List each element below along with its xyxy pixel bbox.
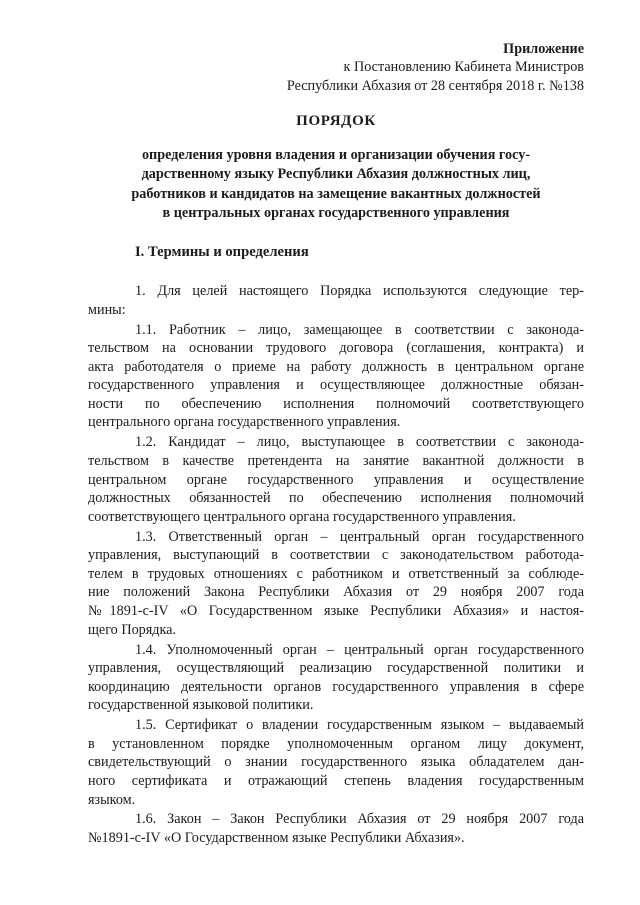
paragraph	[88, 282, 584, 319]
paragraph	[88, 810, 584, 847]
paragraph-line: ние положений Закона Республики Абхазия от 29 ноября 2007 года	[88, 584, 584, 601]
subtitle-line: дарственному языку Республики Абхазия должностных лиц,	[141, 166, 531, 183]
document-body	[88, 282, 584, 848]
paragraph	[88, 641, 584, 715]
subtitle-line: в центральных органах государственного управления	[162, 204, 510, 221]
appendix-title: Приложение	[503, 41, 584, 57]
subtitle-line: работников и кандидатов на замещение вакантных должностей	[131, 185, 541, 202]
paragraph-line: в установленном порядке уполномоченным органом лицу документ,	[88, 735, 584, 752]
paragraph-line: №1891-с-IV «О Государственном языке Республики Абхазия».	[88, 830, 465, 847]
document-title: ПОРЯДОК	[296, 113, 376, 130]
section-heading: I. Термины и определения	[135, 244, 309, 261]
paragraph-line: тельством на основании трудового договора (соглашения, контракта) и	[88, 340, 584, 357]
paragraph-line: 1.5. Сертификат о владении государственным языком – выдаваемый	[135, 717, 584, 734]
appendix-line: к Постановлению Кабинета Министров	[343, 59, 584, 76]
paragraph-line: телем в трудовых отношениях с работником и ответственный за соблюде-	[88, 565, 584, 582]
paragraph-line: 1. Для целей настоящего Порядка используются следующие тер-	[135, 283, 584, 300]
paragraph-line: 1.6. Закон – Закон Республики Абхазия от 29 ноября 2007 года	[135, 811, 584, 828]
paragraph-line: языком.	[88, 791, 136, 808]
paragraph-line: координацию деятельности органов государственного управления в сфере	[88, 678, 584, 695]
paragraph-line: управления, выступающий в соответствии с законодательством работода-	[88, 547, 584, 564]
paragraph-line: государственной языковой политики.	[88, 697, 314, 714]
paragraph-line: щего Порядка.	[88, 621, 177, 638]
appendix-header	[88, 40, 584, 95]
paragraph-line: должностных обязанностей по обеспечению исполнения полномочий	[88, 490, 584, 507]
paragraph-line: тельством в качестве претендента на занятие вакантной должности в	[88, 452, 584, 469]
paragraph-line: 1.1. Работник – лицо, замещающее в соответствии с законода-	[135, 321, 584, 338]
paragraph-line: №1891-с-IV «О Государственном языке Республики Абхазия» и настоя-	[88, 603, 584, 620]
appendix-line: Республики Абхазия от 28 сентября 2018 г. №138	[286, 77, 584, 94]
paragraph-line: свидетельствующий о знании государственного языка обладателем дан-	[88, 754, 584, 771]
paragraph	[88, 528, 584, 640]
paragraph-line: 1.4. Уполномоченный орган – центральный орган государственного	[135, 641, 584, 658]
paragraph-line: ного сертификата и отражающий степень владения государственным	[88, 772, 584, 789]
paragraph-line: ности по обеспечению исполнения полномочий соответствующего	[88, 395, 584, 412]
paragraph	[88, 433, 584, 526]
paragraph-line: 1.3. Ответственный орган – центральный орган государственного	[135, 528, 584, 545]
paragraph-line: центрального органа государственного управления.	[88, 414, 401, 431]
paragraph-line: акта работодателя о приеме на работу должность в центральном органе	[88, 358, 584, 375]
paragraph-line: соответствующего центрального органа государственного управления.	[88, 508, 516, 525]
document-subtitle	[88, 146, 584, 223]
paragraph-line: центральном органе государственного управления и осуществление	[88, 471, 584, 488]
paragraph-line: управления, осуществляющий реализацию государственной политики и	[88, 660, 584, 677]
paragraph-line: 1.2. Кандидат – лицо, выступающее в соответствии с законода-	[135, 434, 584, 451]
paragraph-line: мины:	[88, 301, 126, 318]
paragraph	[88, 716, 584, 809]
subtitle-line: определения уровня владения и организации обучения госу-	[141, 147, 531, 164]
paragraph	[88, 321, 584, 433]
paragraph-line: государственного управления и осуществляющее должностные обязан-	[88, 377, 584, 394]
